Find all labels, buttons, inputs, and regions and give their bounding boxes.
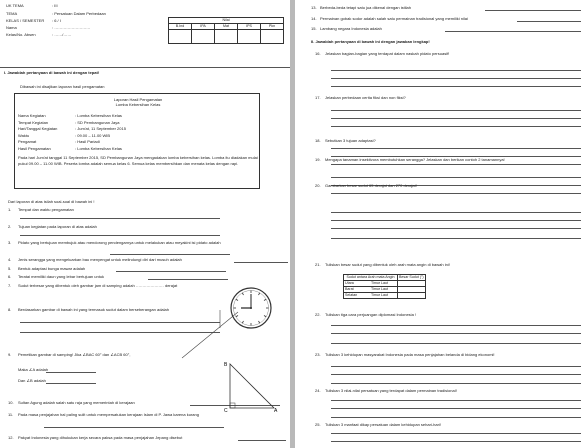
triangle-label-c: C [224, 408, 228, 414]
essay-number: 24. [315, 388, 321, 393]
report-label: Pengamat [18, 139, 37, 145]
answer-line[interactable] [485, 10, 581, 11]
clock-tick [264, 299, 266, 300]
angle-pair [344, 293, 398, 299]
essay-number: 25. [315, 422, 321, 427]
score-table [168, 17, 284, 44]
question-text: Tujuan kegiatan pada laporan di atas adalah [18, 224, 97, 229]
answer-line[interactable] [445, 31, 581, 32]
score-table-title: Nilai [169, 18, 284, 24]
score-col-mat: Mat [215, 24, 238, 30]
answer-line[interactable] [331, 70, 581, 71]
score-cell[interactable] [192, 30, 215, 44]
answer-line[interactable] [517, 21, 581, 22]
section2-title: II. Jawablah pertanyaan di bawah ini dengan jawaban lengkap! [311, 39, 430, 44]
essay-number: 20. [315, 183, 321, 188]
answer-line[interactable] [331, 126, 581, 127]
triangle-label-a: A [274, 408, 278, 414]
answer-line[interactable] [331, 110, 581, 111]
answer-line[interactable] [20, 235, 220, 236]
essay-text: Jelaskan bagian-bagian yang terdapat dalam naskah pidato persuasif! [325, 51, 450, 56]
worksheet-page-1 [0, 0, 290, 448]
essay-text: Jelaskan perbedaan cerita fiksi dan non fiksi? [325, 95, 406, 100]
question-number: 3. [8, 240, 12, 245]
report-label: Hari/Tanggal Kegiatan [18, 126, 58, 132]
answer-line[interactable] [331, 400, 581, 401]
question-text: Bentuk adaptasi bunga mawar adalah [18, 266, 86, 271]
question-number: 10. [8, 400, 14, 405]
answer-line[interactable] [331, 408, 581, 409]
question-number: 7. [8, 283, 12, 288]
question-number: 4. [8, 257, 12, 262]
report-label: Hasil Pengamatan [18, 146, 51, 151]
question-number: 9. [8, 352, 12, 357]
answer-line[interactable] [331, 177, 581, 178]
question-text: Pidato yang bertujuan membujuk atau mendorong pendengarnya untuk melakukan atau meyakini isi pidato adalah [18, 240, 221, 245]
angle-table-row [344, 293, 426, 299]
essay-text: Tuliskan 3 manfaat dikap persatuan dalam kehidupan sehari-hari! [325, 422, 441, 427]
report-value: : Lomba Kebersihan Kelas [75, 113, 122, 118]
angle-dir-2: Timur Laut [371, 281, 389, 286]
question-text: Berbeda-beda tetapi satu jua dikenal dengan istilah [320, 5, 411, 10]
angle-dir-2: Timur Laut [371, 287, 389, 292]
answer-line[interactable] [331, 383, 581, 384]
clock-tick [242, 321, 243, 323]
clock-tick [259, 293, 260, 295]
header-label: Kelas/No. Absen [6, 32, 36, 37]
question-text: Sudut terbesar yang dibentuk oleh gambar jam di samping adalah ………………… derajat [18, 283, 178, 288]
answer-line[interactable] [148, 279, 228, 280]
answer-line[interactable] [331, 212, 581, 213]
score-cell[interactable] [215, 30, 238, 44]
header-value: : ……/…… [52, 32, 72, 37]
answer-line[interactable] [238, 440, 286, 441]
angle-dir-1: Barat [345, 287, 354, 292]
essay-number: 21. [315, 262, 321, 267]
essay-text: Tuliskan besar sudut yang dibentuk oleh arah mata angin di bawah ini! [325, 262, 450, 267]
angle-dir-1: Utara [345, 281, 354, 286]
answer-line[interactable] [331, 164, 581, 165]
report-label: Waktu [18, 132, 30, 138]
report-label: Nama Kegiatan [18, 113, 46, 118]
clock-tick [264, 316, 266, 317]
question-number: 8. [8, 307, 12, 312]
answer-line[interactable] [331, 433, 581, 434]
answer-line[interactable] [331, 118, 581, 119]
header-value: : 6 / I [52, 18, 61, 23]
report-box [14, 93, 260, 189]
answer-line[interactable] [331, 86, 581, 87]
question-text: Berdasarkan gambar di bawah ini yang termasuk sudut dalam berseberangan adalah [18, 307, 169, 312]
report-value: : Jum'at, 11 September 2015 [75, 126, 126, 132]
question-text: Tempat dan waktu pengamatan [18, 207, 74, 212]
question-number: 11. [8, 412, 14, 417]
question-text: Permainan gobak sodor adalah salah satu permainan tradisional yang memiliki nilai [320, 16, 468, 21]
essay-text: Gambarkan besar sudut 65 derajat dan 270 derajat! [325, 183, 417, 188]
score-col-ipa: IPA [192, 24, 215, 30]
answer-line[interactable] [331, 78, 581, 79]
angle-table-header-1: Sudut antara Arah mata Angin [344, 275, 398, 281]
report-value: : Lomba Kebersihan Kelas [75, 146, 122, 151]
clock-tick [259, 321, 260, 323]
score-cell[interactable] [238, 30, 261, 44]
question-number: 6. [8, 274, 12, 279]
answer-line[interactable] [44, 427, 224, 428]
answer-line[interactable] [331, 366, 581, 367]
question-number: 14. [311, 16, 317, 21]
essay-text: Tuliskan 3 nilai-nilai persatuan yang terdapat dalam permainan tradisional! [325, 388, 457, 393]
answer-line[interactable] [110, 254, 230, 255]
angle-dir-2: Timur Laut [371, 293, 389, 298]
header-value: : III [52, 3, 58, 8]
question-text: Pakyat Indonesia yang dihukukan kerja secara paksa pada masa penjajahan Jepang disebut [18, 435, 183, 440]
answer-line[interactable] [331, 193, 581, 194]
question-text: Jenis serangga yang mengeluarkan bau menyengat untuk melindungi diri dari musuh adalah [18, 257, 182, 262]
triangle-label-b: B [224, 362, 228, 368]
clock-tick [242, 293, 243, 295]
triangle-image [222, 358, 280, 416]
essay-number: 23. [315, 352, 321, 357]
header-label: TEMA [6, 11, 18, 16]
answer-line[interactable] [331, 148, 581, 149]
header-label: Nama [6, 25, 17, 30]
worksheet-page-2 [295, 0, 586, 448]
answer-line[interactable] [331, 325, 581, 326]
answer-line[interactable] [116, 271, 226, 272]
diagram-lines [180, 310, 240, 360]
question-number: 1. [8, 207, 12, 212]
answer-line[interactable] [331, 238, 581, 239]
essay-number: 22. [315, 312, 321, 317]
report-value: : SD Pembangunan Jaya [75, 119, 120, 125]
angle-table [343, 274, 426, 299]
header-label: UK TEMA [6, 3, 24, 8]
question-number: 5. [8, 266, 12, 271]
question-number: 15. [311, 26, 317, 31]
q9-maka-a: Maka ∠A adalah [18, 367, 49, 372]
q9-dan-b: Dan ∠B adalah [18, 378, 46, 383]
essay-number: 18. [315, 138, 321, 143]
divider [0, 67, 290, 68]
report-heading-2: Lomba Kebersihan Kelas [115, 102, 161, 107]
score-col-bind: B.Ind [169, 24, 192, 30]
report-body: Pada hari Jum'at tanggal 11 September 2015, SD Pembangunan Jaya mengadakan lomba kebersihan kelas. Lomba itu diadakan mulai pukul 09.00 – 11.00 WIB. Peserta lomba adalah semua kelas 6. Semua kelas membersihkan dan menata kelas dengan rapi. [18, 155, 258, 166]
angle-answer-cell[interactable] [398, 293, 426, 299]
score-col-pkn: Pkn [261, 24, 284, 30]
answer-line[interactable] [331, 441, 581, 442]
answer-line[interactable] [331, 220, 581, 221]
report-intro: Dibawah ini disajikan laporan hasil pengamatan [20, 84, 105, 89]
essay-number: 17. [315, 95, 321, 100]
answer-line[interactable] [331, 374, 581, 375]
question-text: Lambang negara Indonesia adalah [320, 26, 382, 31]
questions-intro: Dari laporan di atas isilah soal-soal di bawah ini ! [8, 199, 95, 204]
report-heading-1: Laporan Hasil Pengamatan [113, 97, 163, 102]
report-value: : Hasil Pariadi [75, 139, 100, 145]
essay-text: Tuliskan tiga cara perjuangan diplomasi Indonesia ! [325, 312, 417, 317]
essay-number: 16. [315, 51, 321, 56]
question-text: Pemetikan gambar di samping! Jika ∠BAC 60° dan ∠ACB 60°, [18, 352, 131, 357]
report-value: : 09.00 – 11.00 WIB [75, 132, 111, 138]
angle-dir-1: Selatan [345, 293, 358, 298]
question-text: Pada masa penjajahan hal paling sulit untuk mempersatukan kerajaan Islam di P. Jawa karena kurang [18, 412, 199, 417]
answer-line[interactable] [331, 228, 581, 229]
header-value: : ……………………… [52, 25, 91, 30]
essay-text: Tuliskan 3 kehidupan masyarakat Indonesia pada masa penjajahan belanda di bidang ekonomi! [325, 352, 495, 357]
report-label: Tempat Kegiatan [18, 119, 49, 125]
answer-line[interactable] [331, 343, 581, 344]
score-cell[interactable] [169, 30, 192, 44]
answer-line[interactable] [331, 333, 581, 334]
section1-title: I. Jawablah pertanyaan di bawah ini dengan tepat! [4, 70, 100, 75]
question-text: Teratai memiliki daun yang lebar bertujuan untuk [18, 274, 105, 279]
essay-text: Mengapa tanaman insektivora membutuhkan serangga? Jelaskan dan berikan contoh 2 tanamannya! [325, 157, 505, 162]
answer-line[interactable] [20, 218, 220, 219]
answer-line[interactable] [331, 417, 581, 418]
angle-table-header-2: Besar Sudut (°) [399, 275, 424, 280]
header-value: : Persatuan Dalam Perbedaan [52, 11, 106, 16]
clock-tick [236, 299, 238, 300]
essay-number: 19. [315, 157, 321, 162]
score-cell[interactable] [261, 30, 284, 44]
score-col-ips: IPS [238, 24, 261, 30]
header-label: KELAS / SEMESTER [6, 18, 45, 23]
essay-text: Sebutkan 3 tujuan adaptasi? [325, 138, 376, 143]
question-number: 2. [8, 224, 12, 229]
question-number: 13. [311, 5, 317, 10]
answer-line[interactable] [234, 262, 288, 263]
question-number: 12. [8, 435, 14, 440]
question-text: Sultan Agung adalah salah satu raja yang memerintah di kerajaan [18, 400, 135, 405]
